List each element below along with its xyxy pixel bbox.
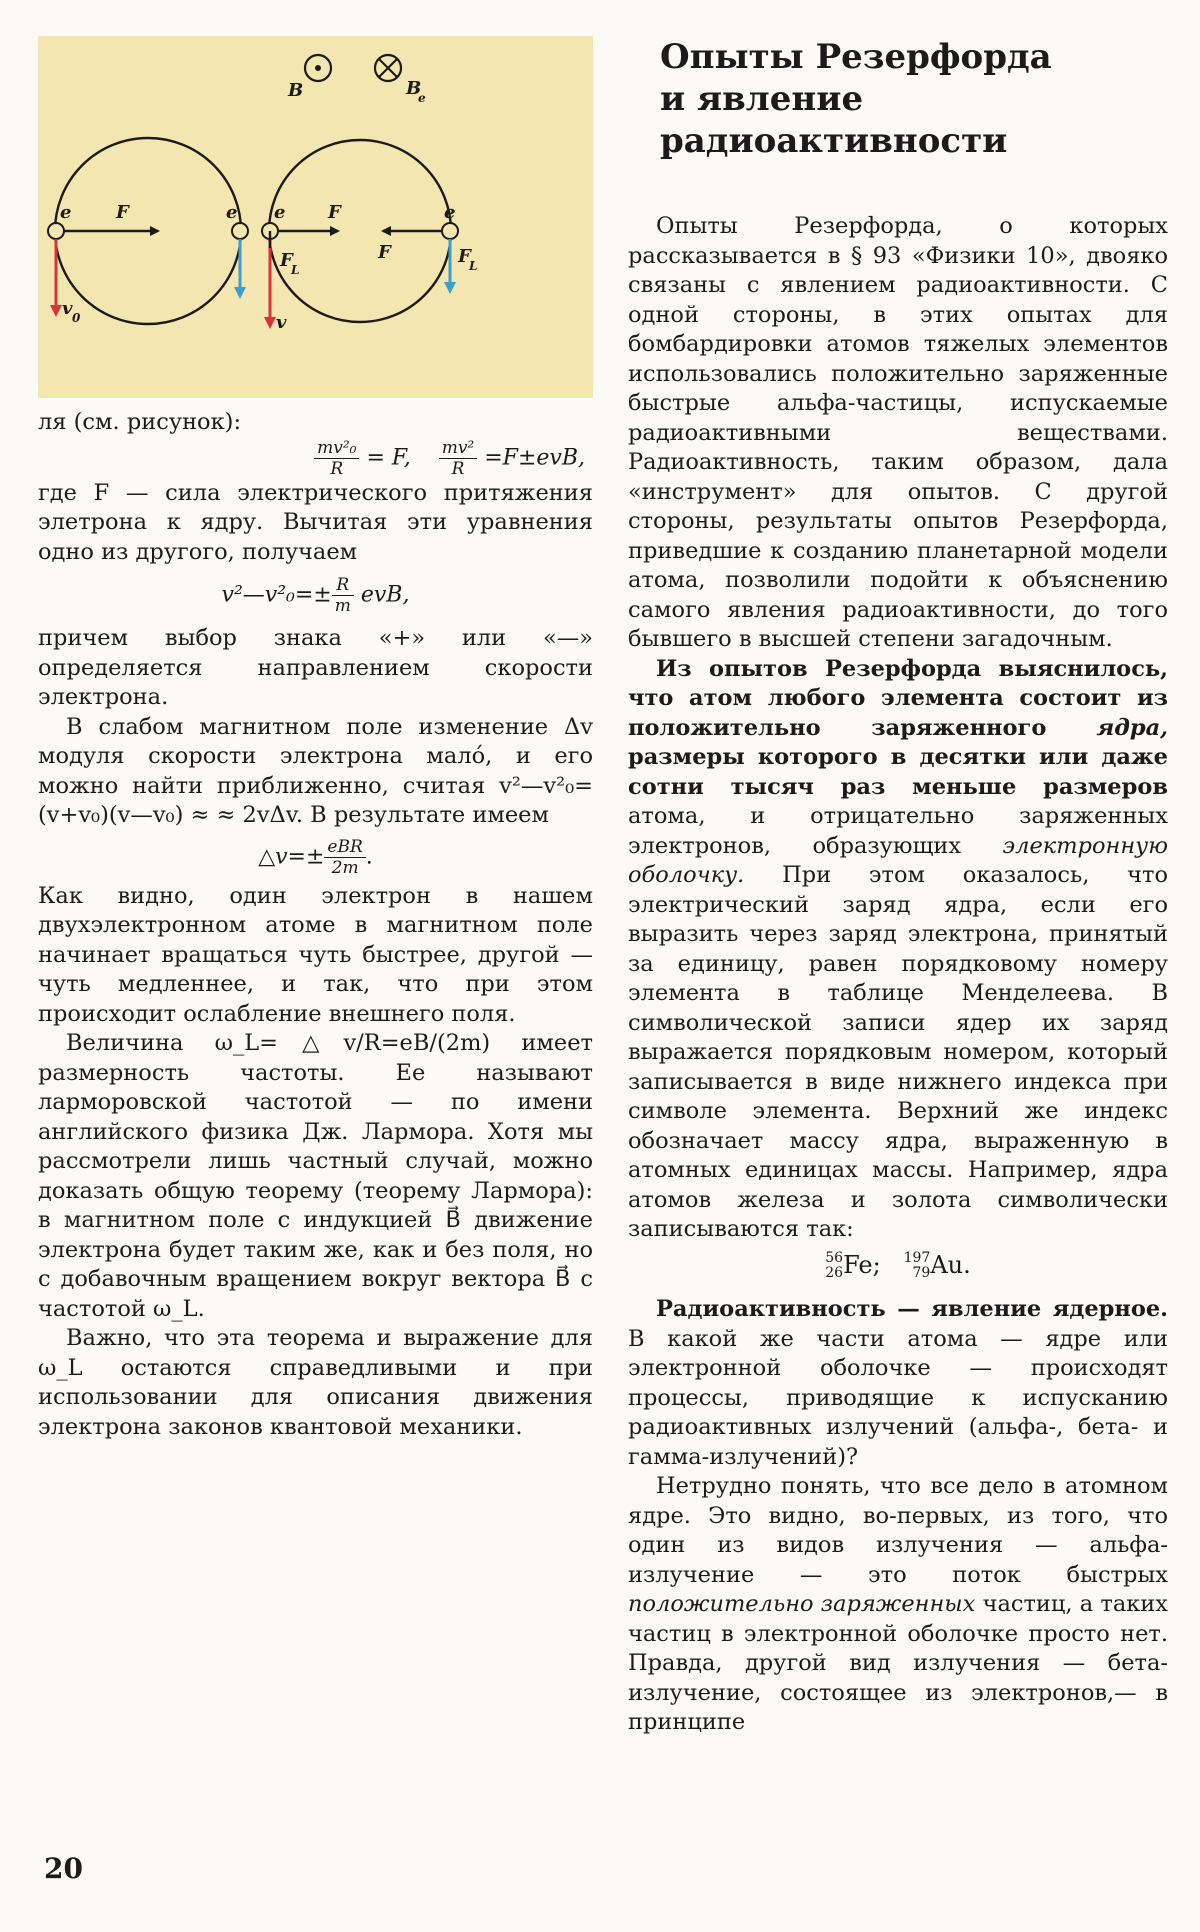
left-para-7: Важно, что эта теорема и выражение для ω_L остаются справедливыми и при использовании для описания движения электрона законов квантовой механики. [38, 1325, 593, 1440]
label-Be-sub: e [418, 91, 426, 105]
article-title: Опыты Резерфорда и явление радиоактивности [660, 37, 1052, 161]
label-v0: v [62, 298, 73, 319]
left-para-6: Величина ω_L=△v/R=eB/(2m) имеет размерность частоты. Ее называют ларморовской частотой — по имени английского физика Дж. Лармора. Хотя мы рассмотрели лишь частный случай, можно доказать общую теорему (теорему Лармора): в магнитном поле с индукцией B⃗ движение электрона будет таким же, как и без поля, но с добавочным вращением вокруг вектора B⃗ с частотой ω_L. [38, 1030, 593, 1322]
orbits-diagram [38, 36, 593, 398]
left-para-2: где F — сила электрического притяжения элетрона к ядру. Вычитая эти уравнения одно из другого, получаем [38, 479, 593, 565]
eq1-lhs-fraction: $\frac{\text{mv²₀}}{R}$ [314, 438, 359, 479]
label-F-2: F [328, 202, 341, 223]
label-B: B [288, 80, 304, 101]
left-para-3: причем выбор знака «+» или «—» определяется направлением скорости электрона. [38, 625, 593, 710]
label-FL-1: F [280, 250, 293, 271]
equation-2: v²—v²₀=± $\frac{R}{m}$ evB, [221, 575, 410, 616]
left-para-5: Как видно, один электрон в нашем двухэлектронном атоме в магнитном поле начинает вращаться чуть быстрее, другой — чуть медленнее, и так, что при этом происходит ослабление внешнего поля. [38, 882, 593, 1027]
label-e-1: e [60, 202, 72, 223]
right-column [628, 36, 1168, 1738]
eq2-fraction: $\frac{R}{m}$ [332, 575, 354, 616]
label-e-3: e [274, 202, 286, 223]
right-para-3: Радиоактивность — явление ядерное. В какой же части атома — ядре или электронной оболочке — происходят процессы, приводящие к испусканию радиоактивных излучений (альфа-, бета- и гамма-излучений)? [628, 1296, 1168, 1470]
equation-1: $\frac{\text{mv²₀}}{R}$ = F, $\frac{\text{mv²}}{R}$ =F±evB, [38, 438, 593, 479]
magnetic-field-figure [38, 36, 593, 398]
label-F-3: F [378, 242, 391, 263]
label-FL-2-sub: L [469, 259, 478, 273]
left-para-lead: ля (см. рисунок): [38, 409, 242, 435]
label-Be: B [406, 78, 422, 99]
label-FL-1-sub: L [291, 263, 300, 277]
eq1-rhs-fraction: $\frac{\text{mv²}}{R}$ [439, 438, 478, 479]
equation-3: △v=± $\frac{\text{eBR}}{2m}$ . [258, 836, 373, 878]
label-F-1: F [116, 202, 129, 223]
label-e-4: e [444, 202, 456, 223]
nuclide-notation: 56 26 Fe; 197 79 Au. [825, 1250, 971, 1281]
left-column [38, 408, 593, 1442]
left-electron-right [232, 223, 248, 239]
left-para-4: В слабом магнитном поле изменение Δv модуля скорости электрона мало́, и его можно найти приближенно, считая v²—v²₀=(v+v₀)(v—v₀) ≈ ≈ 2vΔv. В результате имеем [38, 713, 593, 828]
right-para-2: Из опытов Резерфорда выяснилось, что атом любого элемента состоит из положительно заряженного ядра, размеры которого в десятки или даже сотни тысяч раз меньше размеров атома, и отрицательно заряженных электронов, образующих электронную оболочку. При этом оказалось, что электрический заряд ядра, если его выразить через заряд электрона, принятый за единицу, равен порядковому номеру элемента в таблице Менделеева. В символической записи ядер их заряд выражается порядковым номером, который записывается в виде нижнего индекса при символе элемента. Верхний же индекс обозначает массу ядра, выраженную в атомных единицах массы. Например, ядра атомов железа и золота символически записываются так: [628, 655, 1169, 1242]
right-para-1: Опыты Резерфорда, о которых рассказывается в § 93 «Физики 10», двояко связаны с явлением радиоактивности. С одной стороны, в этих опытах для бомбардировки атомов тяжелых элементов использовались положительно заряженные быстрые альфа-частицы, испускаемые радиоактивными веществами. Радиоактивность, таким образом, дала «инструмент» для опытов. С другой стороны, результаты опытов Резерфорда, приведшие к созданию планетарной модели атома, позволили подойти к объяснению самого явления радиоактивности, до того бывшего в высшей степени загадочным. [628, 213, 1168, 652]
label-FL-2: F [458, 246, 471, 267]
right-electron-right [442, 223, 458, 239]
label-e-2: e [226, 202, 238, 223]
page-number: 20 [44, 1852, 83, 1885]
right-para-4: Нетрудно понять, что все дело в атомном ядре. Это видно, во-первых, из того, что один из видов излучения — альфа-излучение — это поток быстрых положительно заряженных частиц, а таких частиц в электронной оболочке просто нет. Правда, другой вид излучения — бета-излучение, состоящее из электронов,— в принципе [628, 1473, 1168, 1735]
eq3-fraction: $\frac{\text{eBR}}{2m}$ [324, 837, 365, 878]
label-v0-sub: 0 [72, 311, 81, 325]
label-v: v [276, 312, 287, 333]
left-electron-left [48, 223, 64, 239]
